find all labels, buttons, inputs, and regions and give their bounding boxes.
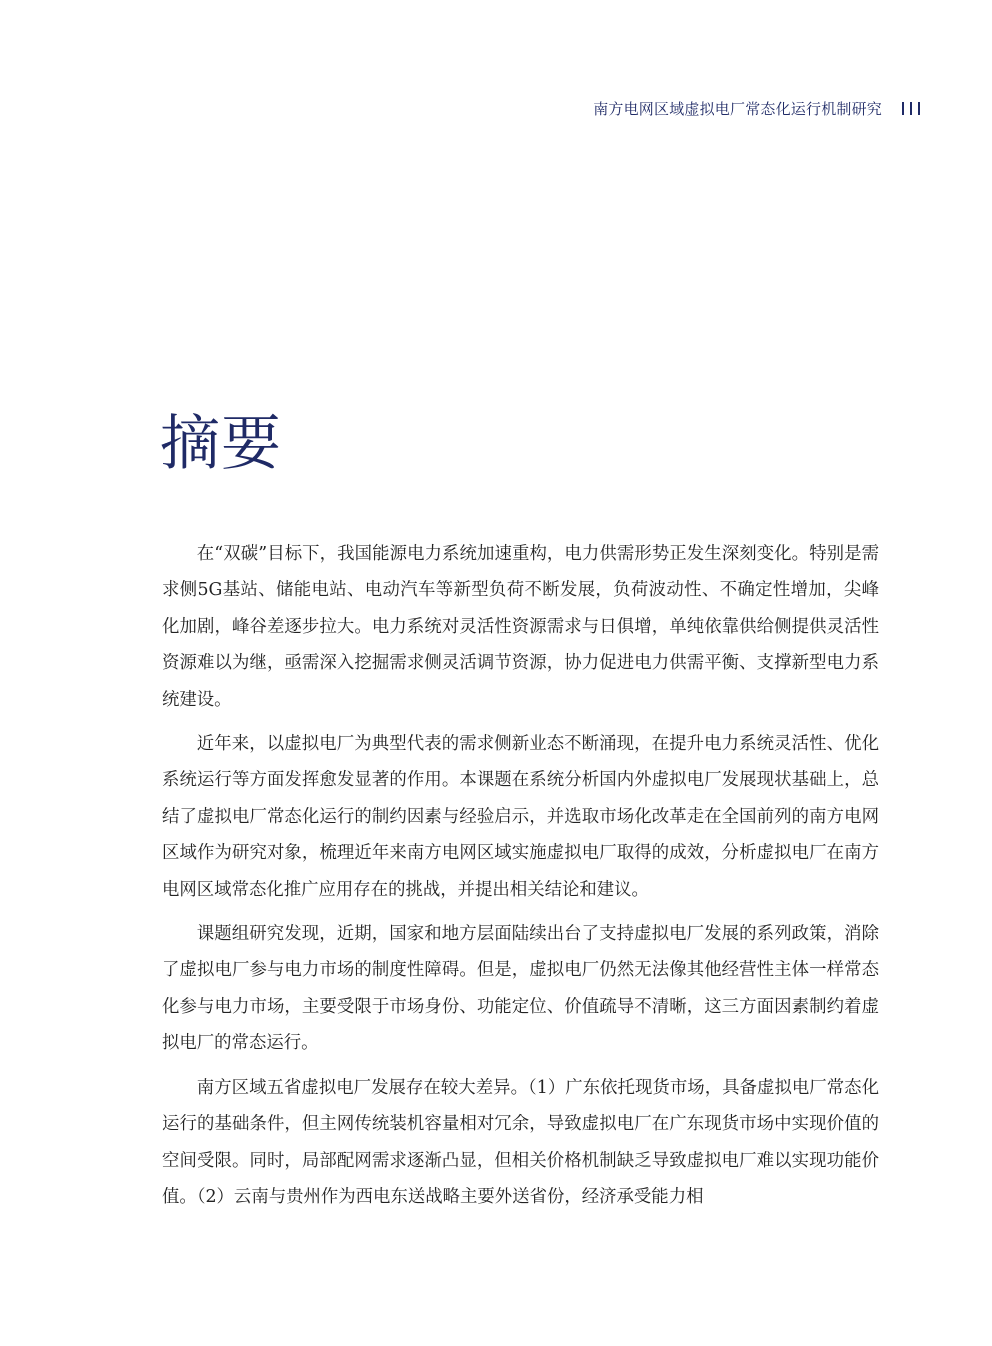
paragraph: 课题组研究发现，近期，国家和地方层面陆续出台了支持虚拟电厂发展的系列政策，消除了虚拟电厂参与电力市场的制度性障碍。但是，虚拟电厂仍然无法像其他经营性主体一样常态化参与电力市场，主要受限于市场身份、功能定位、价值疏导不清晰，这三方面因素制约着虚拟电厂的常态运行。 (162, 924, 879, 1054)
paragraph: 近年来，以虚拟电厂为典型代表的需求侧新业态不断涌现，在提升电力系统灵活性、优化系统运行等方面发挥愈发显著的作用。本课题在系统分析国内外虚拟电厂发展现状基础上，总结了虚拟电厂常态化运行的制约因素与经验启示，并选取市场化改革走在全国前列的南方电网区域作为研究对象，梳理近年来南方电网区域实施虚拟电厂取得的成效，分析虚拟电厂在南方电网区域常态化推广应用存在的挑战，并提出相关结论和建议。 (162, 734, 879, 900)
page-title: 摘要 (160, 409, 282, 479)
paragraph: 南方区域五省虚拟电厂发展存在较大差异。（1）广东依托现货市场，具备虚拟电厂常态化运行的基础条件，但主网传统装机容量相对冗余，导致虚拟电厂在广东现货市场中实现价值的空间受限。同时，局部配网需求逐渐凸显，但相关价格机制缺乏导致虚拟电厂难以实现功能价值。（2）云南与贵州作为西电东送战略主要外送省份，经济承受能力相 (162, 1077, 879, 1207)
header-bars-icon (902, 101, 920, 117)
running-header (593, 98, 920, 119)
abstract-body (162, 536, 879, 1223)
running-header-title: 南方电网区域虚拟电厂常态化运行机制研究 (593, 100, 882, 118)
paragraph: 在“双碳”目标下，我国能源电力系统加速重构，电力供需形势正发生深刻变化。特别是需求侧5G基站、储能电站、电动汽车等新型负荷不断发展，负荷波动性、不确定性增加，尖峰化加剧，峰谷差逐步拉大。电力系统对灵活性资源需求与日俱增，单纯依靠供给侧提供灵活性资源难以为继，亟需深入挖掘需求侧灵活调节资源，协力促进电力供需平衡、支撑新型电力系统建设。 (162, 544, 879, 710)
